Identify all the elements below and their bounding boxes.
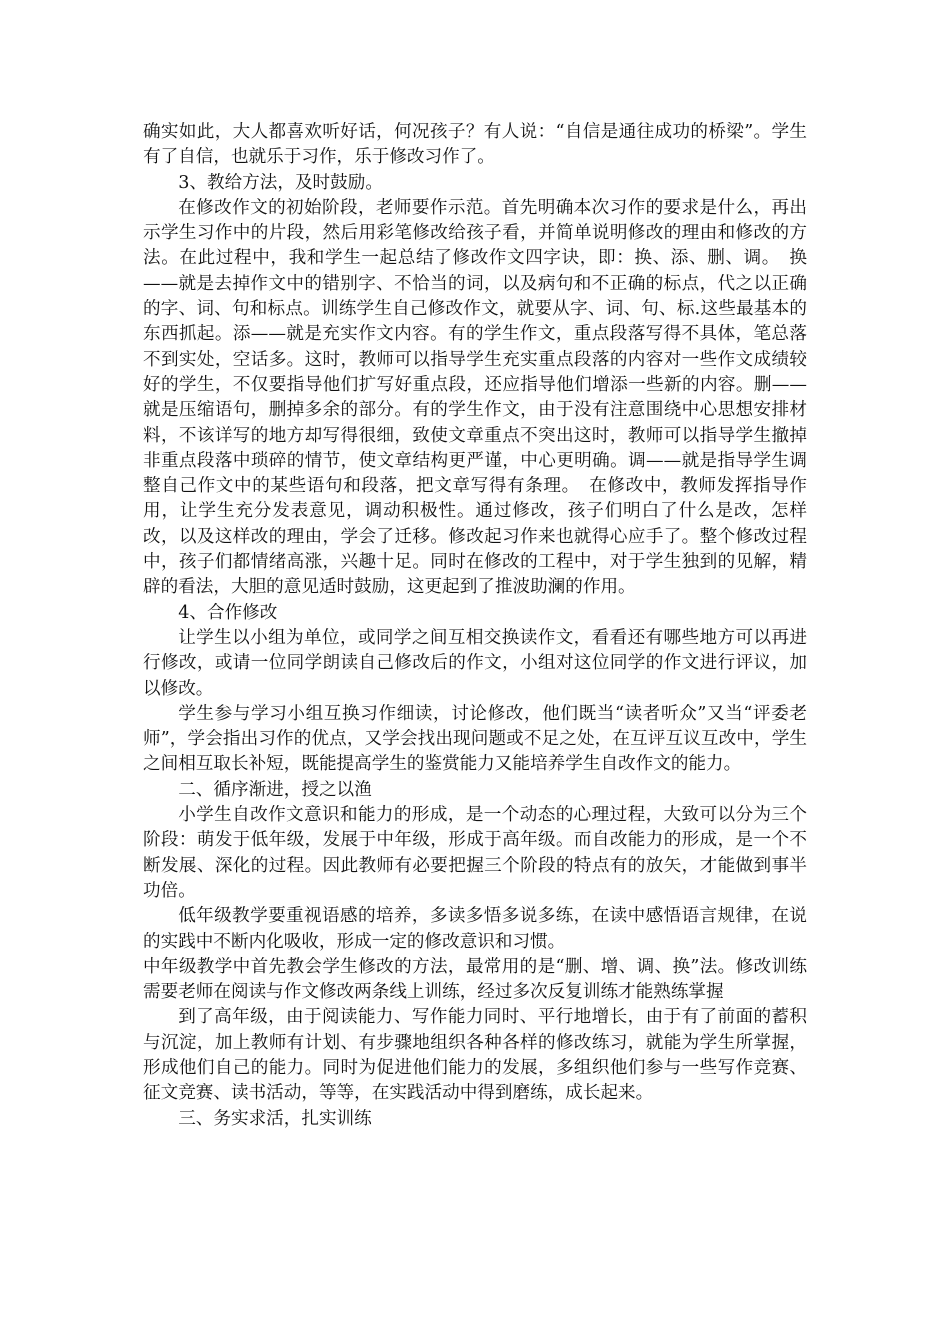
heading-practical-training: 三、务实求活，扎实训练 — [178, 1108, 372, 1129]
document-page — [143, 120, 807, 1132]
paragraph-three-stages: 小学生自改作文意识和能力的形成，是一个动态的心理过程，大致可以分为三个阶段：萌发于低年级，发展于中年级，形成于高年级。而自改能力的形成，是一个不断发展、深化的过程。因此教师有必要把握三个阶段的特点有的放矢，才能做到事半功倍。 — [143, 805, 807, 901]
paragraph-group-revision: 让学生以小组为单位，或同学之间互相交换读作文，看看还有哪些地方可以再进行修改，或请一位同学朗读自己修改后的作文，小组对这位同学的作文进行评议，加以修改。 — [143, 627, 807, 699]
paragraph-lower-grades: 低年级教学要重视语感的培养，多读多悟多说多练，在读中感悟语言规律，在说的实践中不断内化吸收，形成一定的修改意识和习惯。 — [143, 906, 807, 952]
paragraph-revision-methods: 在修改作文的初始阶段，老师要作示范。首先明确本次习作的要求是什么，再出示学生习作中的片段，然后用彩笔修改给孩子看，并简单说明修改的理由和修改的方法。在此过程中，我和学生一起总结了修改作文四字诀，即：换、添、删、调。 换——就是去掉作文中的错别字、不恰当的词，以及病句和不正确的标点，代之以正确的字、词、句和标点。训练学生自己修改作文，就要从字、词、句、标.这些最基本的东西抓起。添——就是充实作文内容。有的学生作文，重点段落写得不具体，笔总落不到实处，空话多。这时，教师可以指导学生充实重点段落的内容对一些作文成绩较好的学生，不仅要指导他们扩写好重点段，还应指导他们增添一些新的内容。删——就是压缩语句，删掉多余的部分。有的学生作文，由于没有注意围绕中心思想安排材料，不该详写的地方却写得很细，致使文章重点不突出这时，教师可以指导学生撤掉非重点段落中琐碎的情节，使文章结构更严谨，中心更明确。调——就是指导学生调整自己作文中的某些语句和段落，把文章写得有条理。 在修改中，教师发挥指导作用，让学生充分发表意见，调动积极性。通过修改，孩子们明白了什么是改，怎样改，以及这样改的理由，学会了迁移。修改起习作来也就得心应手了。整个修改过程中，孩子们都情绪高涨，兴趣十足。同时在修改的工程中，对于学生独到的见解，精辟的看法，大胆的意见适时鼓励，这更起到了推波助澜的作用。 — [143, 197, 807, 598]
paragraph-upper-grades: 到了高年级，由于阅读能力、写作能力同时、平行地增长，由于有了前面的蓄积与沉淀，加上教师有计划、有步骤地组织各种各样的修改练习，就能为学生所掌握，形成他们自己的能力。同时为促进他们能力的发展，多组织他们参与一些写作竞赛、征文竞赛、读书活动，等等，在实践活动中得到磨练，成长起来。 — [143, 1007, 807, 1104]
heading-teach-methods: 3、教给方法，及时鼓励。 — [178, 172, 383, 193]
heading-cooperative-revision: 4、合作修改 — [178, 602, 278, 623]
paragraph-confidence: 确实如此，大人都喜欢听好话，何况孩子？有人说：“自信是通往成功的桥梁”。学生有了自信，也就乐于习作，乐于修改习作了。 — [143, 122, 807, 168]
paragraph-peer-review: 学生参与学习小组互换习作细读，讨论修改，他们既当“读者听众”又当“评委老师”，学会指出习作的优点，又学会找出现问题或不足之处，在互评互议互改中，学生之间相互取长补短，既能提高学生的鉴赏能力又能培养学生自改作文的能力。 — [143, 703, 807, 775]
heading-step-by-step: 二、循序渐进，授之以渔 — [178, 779, 372, 800]
paragraph-middle-grades: 中年级教学中首先教会学生修改的方法，最常用的是“删、增、调、换”法。修改训练需要老师在阅读与作文修改两条线上训练，经过多次反复训练才能熟练掌握 — [143, 956, 807, 1003]
